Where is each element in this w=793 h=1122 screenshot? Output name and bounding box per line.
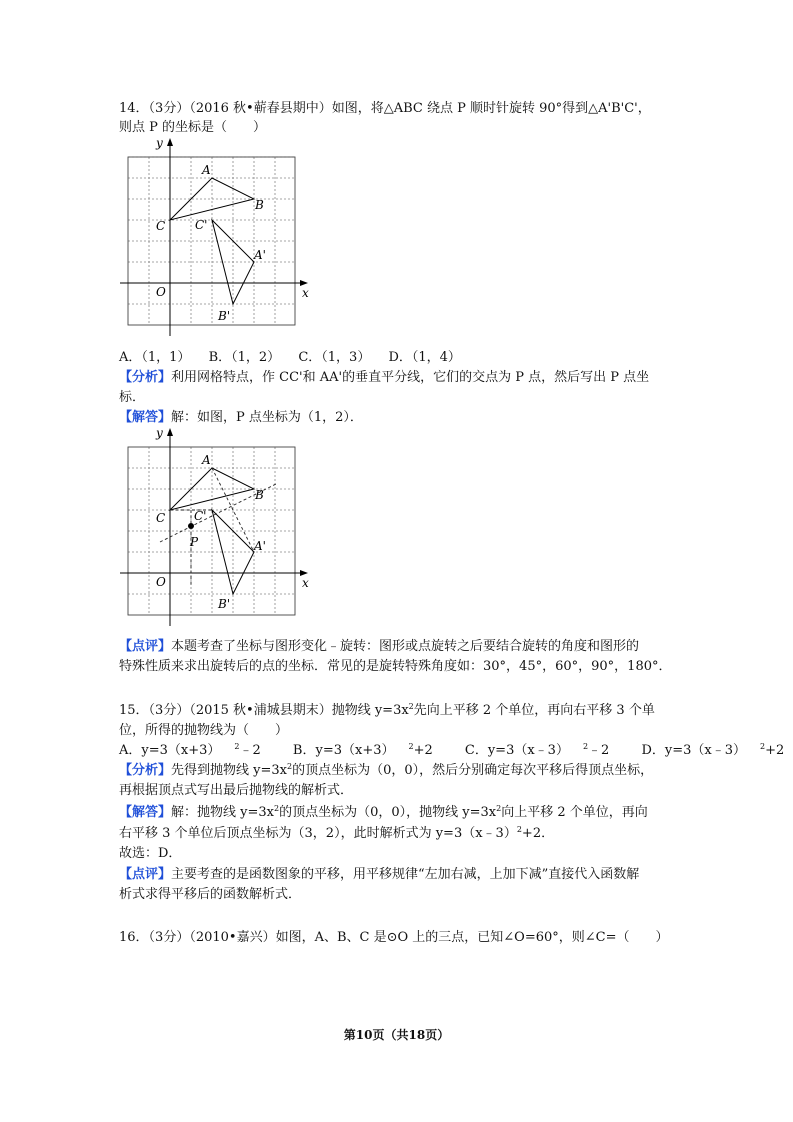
q15-analysis-line1: 【分析】先得到抛物线 $y=3x^2$的顶点坐标为（0，0），然后分别确定每次平移后得顶点坐标， bbox=[119, 762, 654, 778]
q14-choice-b: B．（1，2） bbox=[208, 350, 281, 365]
point-c1-label: C' bbox=[195, 218, 208, 232]
x-axis-label: x bbox=[302, 286, 309, 300]
analysis-tag: 【分析】 bbox=[119, 370, 172, 385]
q14-choices bbox=[119, 349, 475, 367]
point-p-label: P bbox=[190, 535, 199, 549]
point-a-label: A bbox=[202, 163, 211, 177]
q14-answer bbox=[119, 409, 363, 427]
coordinate-grid-figure bbox=[118, 136, 318, 348]
q15-choice-c: C．y=3（x﹣3） $^2$﹣2 bbox=[464, 742, 610, 758]
page-footer: 第10页（共18页） bbox=[343, 1028, 450, 1042]
q15-choices bbox=[119, 742, 793, 760]
q14-answer-text: 解：如图，P 点坐标为（1，2）． bbox=[171, 410, 363, 425]
point-a1-label: A' bbox=[254, 248, 266, 262]
q15-stem-sup: 2 bbox=[408, 702, 414, 711]
q15-comment-line1: 【点评】主要考查的是函数图象的平移，用平移规律“左加右减，上加下减”直接代入函数解 bbox=[119, 867, 640, 882]
analysis-tag-2: 【分析】 bbox=[119, 763, 172, 778]
comment-tag: 【点评】 bbox=[119, 639, 172, 654]
origin-label-2: O bbox=[156, 575, 166, 589]
point-b1-label-2: B' bbox=[218, 597, 231, 611]
y-axis-label: y bbox=[156, 136, 163, 150]
point-c1-label-2: C' bbox=[194, 509, 207, 523]
origin-label: O bbox=[156, 285, 166, 299]
point-c-label-2: C bbox=[156, 511, 166, 525]
q14-choice-d: D．（1，4） bbox=[388, 350, 461, 365]
y-axis-label-2: y bbox=[156, 426, 163, 440]
q14-analysis-text: 利用网格特点，作 CC'和 AA'的垂直平分线，它们的交点为 P 点，然后写出 P 点坐 bbox=[171, 370, 650, 385]
x-axis-label-2: x bbox=[302, 576, 309, 590]
q15-stem-text-a: 15．（3分）（2015 秋•浦城县期末）抛物线 y=3x bbox=[119, 703, 409, 718]
q14-stem-line2: 则点 P 的坐标是（ ） bbox=[119, 120, 267, 135]
answer-tag: 【解答】 bbox=[119, 410, 172, 425]
q15-analysis-line2: 再根据顶点式写出最后抛物线的解析式． bbox=[119, 783, 354, 798]
q14-figure-solution bbox=[118, 426, 318, 632]
point-b-label-2: B bbox=[255, 488, 264, 502]
comment-tag-2: 【点评】 bbox=[119, 867, 172, 882]
q15-choice-d: D．y=3（x﹣3） $^2$+2 bbox=[641, 742, 785, 758]
q14-figure-question bbox=[118, 136, 318, 348]
point-a-label-2: A bbox=[202, 453, 211, 467]
q15-comment-line2: 析式求得平移后的函数解析式． bbox=[119, 887, 302, 902]
q15-stem-line1 bbox=[119, 702, 655, 720]
q15-choice-a: A．y=3（x+3） $^2$﹣2 bbox=[119, 742, 261, 758]
q15-choice-b: B．y=3（x+3） $^2$+2 bbox=[292, 742, 433, 758]
q15-answer-line3: 故选：D． bbox=[119, 846, 182, 861]
q14-choice-c: C．（1，3） bbox=[298, 350, 371, 365]
q14-analysis-line2: 标． bbox=[119, 390, 146, 405]
point-a1-label-2: A' bbox=[254, 539, 266, 553]
q14-comment-line2: 特殊性质来求出旋转后的点的坐标．常见的是旋转特殊角度如：30°，45°，60°，90°，180°． bbox=[119, 659, 672, 674]
q14-stem-line1: 14．（3分）（2016 秋•蕲春县期中）如图，将△ABC 绕点 P 顺时针旋转 90°得到△A'B'C'， bbox=[119, 101, 651, 116]
q14-comment-text: 本题考查了坐标与图形变化﹣旋转：图形或点旋转之后要结合旋转的角度和图形的 bbox=[171, 639, 640, 654]
q14-analysis-line1 bbox=[119, 369, 649, 387]
q15-stem-text-b: 先向上平移 2 个单位，再向右平移 3 个单 bbox=[413, 703, 655, 718]
coordinate-grid-solution-figure bbox=[118, 426, 318, 632]
point-b-label: B bbox=[255, 198, 264, 212]
point-c-label: C bbox=[156, 219, 166, 233]
q15-stem-line2: 位，所得的抛物线为（ ） bbox=[119, 723, 289, 738]
q15-answer-line1: 【解答】解：抛物线 $y=3x^2$的顶点坐标为（0，0），抛物线 $y=3x^2$向上平移 2 个单位，再向 bbox=[119, 804, 648, 820]
q16-stem: 16．（3分）（2010•嘉兴）如图，A、B、C 是⊙O 上的三点，已知∠O=60°，则∠C=（ ） bbox=[119, 930, 669, 945]
answer-tag-2: 【解答】 bbox=[119, 805, 172, 820]
point-b1-label: B' bbox=[218, 309, 231, 323]
q14-choice-a: A．（1，1） bbox=[119, 350, 191, 365]
q15-answer-line2: 右平移 3 个单位后顶点坐标为（3，2），此时解析式为 y=3（x﹣3）$^2$+2． bbox=[119, 825, 555, 841]
q14-comment-line1 bbox=[119, 638, 639, 656]
